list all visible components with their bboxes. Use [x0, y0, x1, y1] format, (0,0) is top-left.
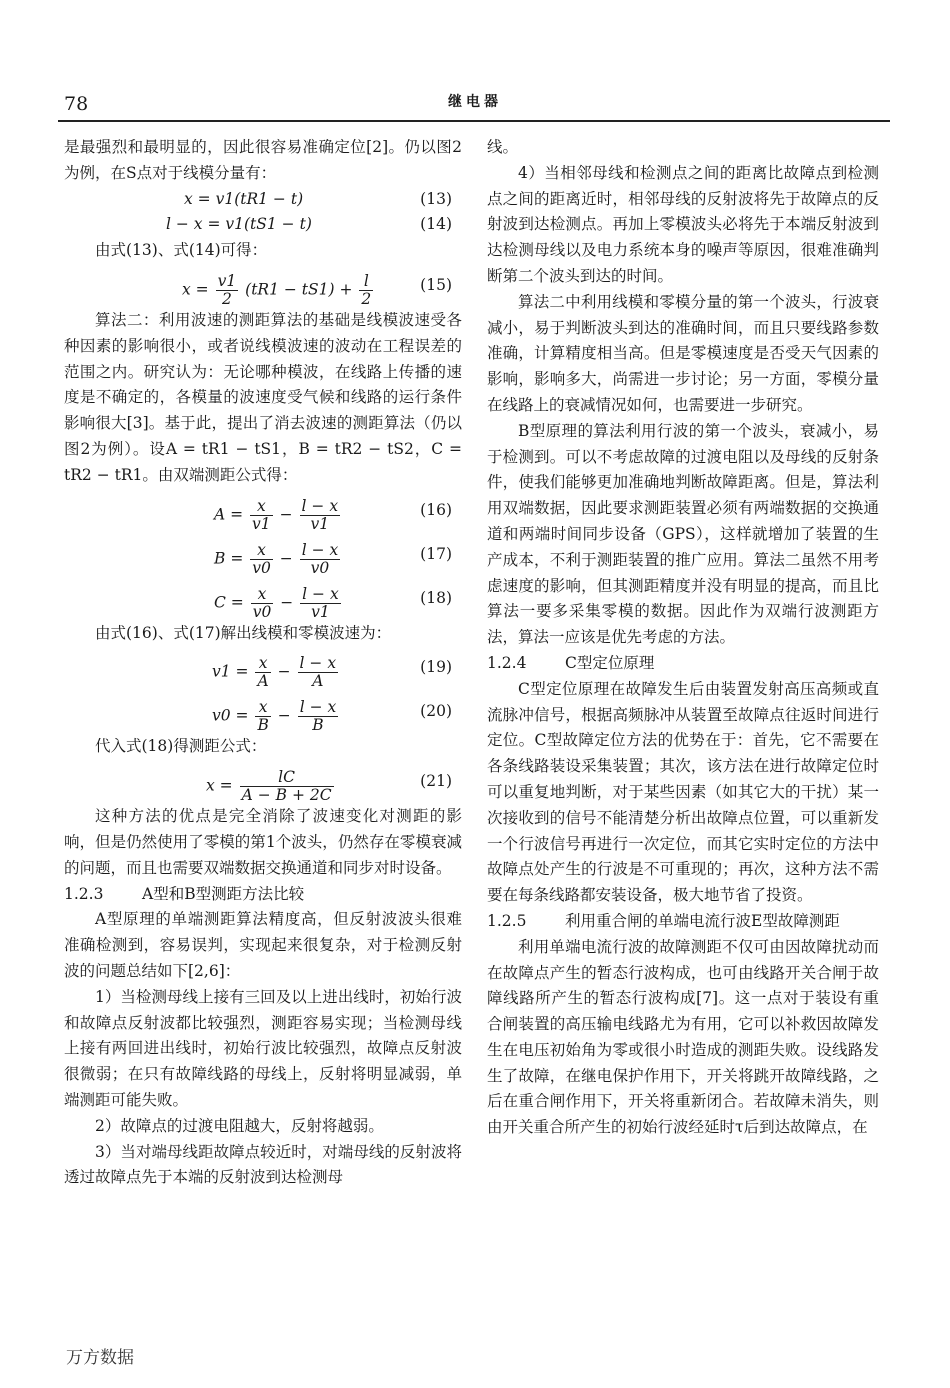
- page-number: 78: [64, 93, 89, 115]
- equation-15: [64, 264, 462, 308]
- fraction-bottom: v0: [252, 558, 271, 577]
- watermark-text: 万方数据: [66, 1348, 134, 1368]
- section-heading: [64, 882, 462, 908]
- equation-13: [64, 187, 462, 213]
- paragraph: 算法二中利用线模和零模分量的第一个波头，行波衰减小，易于判断波头到达的准确时间，而且只要线路参数准确，计算精度相当高。但是零模速度是否受天气因素的影响，影响多大，尚需进一步讨论；另一方面，零模分量在线路上的衰减情况如何，也需要进一步研究。: [487, 292, 879, 414]
- equation-lhs: B =: [214, 549, 249, 568]
- fraction-top: l − x: [301, 540, 339, 559]
- equation-number: (17): [420, 544, 452, 563]
- equation-number: (19): [420, 658, 452, 677]
- paragraph: 算法二：利用波速的测距算法的基础是线模波速受各种因素的影响很小，或者说线模波速的波动在工程误差的范围之内。研究认为：无论哪种模波，在线路上传播的速度是不确定的，各模量的波速度受气候和线路的运行条件影响很大[3]。基于此，提出了消去波速的测距算法（仍以图2为例）。设A = tR1 − tS1，B = tR2 − tS2，C = tR2 − tR1。由双端测距公式得：: [64, 310, 462, 484]
- fraction-bottom: A: [312, 672, 324, 691]
- equation-lhs: C =: [214, 593, 249, 612]
- fraction-top: x: [250, 542, 273, 560]
- fraction-bottom: v1: [252, 514, 271, 533]
- paragraph: 这种方法的优点是完全消除了波速变化对测距的影响，但是仍然使用了零模的第1个波头，仍然存在零模衰减的问题，而且也需要双端数据交换通道和同步对时设备。: [64, 807, 462, 877]
- section-title: C型定位原理: [565, 653, 655, 672]
- fraction-top: x: [255, 699, 270, 717]
- paragraph: 代入式(18)得测距公式：: [95, 737, 267, 756]
- fraction-top: x: [255, 655, 270, 673]
- equation-18: C = $\frac{x}{v0}$ − $\frac{l - x}{v1}$ (18): [214, 584, 452, 621]
- fraction-bottom: B: [312, 716, 324, 735]
- equation-lhs: v1 =: [212, 662, 254, 681]
- fraction-top: v1: [217, 271, 237, 290]
- paragraph: 3）当对端母线距故障点较近时，对端母线的反射波将透过故障点先于本端的反射波到达检测母: [64, 1142, 462, 1187]
- equation-21: [64, 760, 462, 804]
- fraction-bottom: v0: [252, 602, 272, 621]
- fraction-bottom: 2: [361, 289, 372, 308]
- equation-formula: x = v1(tR1 − t): [184, 189, 304, 208]
- fraction-bottom: v1: [310, 514, 330, 533]
- paragraph: 利用单端电流行波的故障测距不仅可由因故障扰动而在故障点产生的暂态行波构成，也可由线路开关合闸于故障线路所产生的暂态行波构成[7]。这一点对于装设有重合闸装置的高压输电线路尤为有用，它可以补救因故障发生在电压初始角为零或很小时造成的测距失败。设线路发生了故障，在继电保护作用下，开关将跳开故障线路，之后在重合闸作用下，开关将重新闭合。若故障未消失，则由开关重合所产生的初始行波经延时τ后到达故障点，在: [487, 937, 879, 1137]
- section-number: 1.2.4: [487, 653, 527, 672]
- header-rule: [58, 120, 890, 122]
- paragraph: 4）当相邻母线和检测点之间的距离比故障点到检测点之间的距离近时，相邻母线的反射波将先于故障点的反射波到达检测点。再加上零模波头必将先于本端反射波到达检测母线以及电力系统本身的噪声等原因，很难准确判断第二个波头到达的时间。: [487, 163, 879, 285]
- equation-17: B = $\frac{x}{v0}$ − $\frac{l - x}{v0}$ (17): [214, 540, 452, 577]
- equation-number: (20): [420, 702, 452, 721]
- paragraph: 2）故障点的过渡电阻越大，反射将越弱。: [95, 1116, 384, 1135]
- section-title: 利用重合闸的单端电流行波E型故障测距: [565, 911, 840, 930]
- equation-14: [64, 212, 462, 238]
- right-column: [487, 135, 879, 1141]
- paragraph: 线。: [487, 138, 519, 156]
- paragraph: C型定位原理在故障发生后由装置发射高压高频或直流脉冲信号，根据高频脉冲从装置至故障点往返时间进行定位。C型故障定位方法的优势在于：首先，它不需要在各条线路装设采集装置；其次，该方法在进行故障定位时可以重复地判断，对于某些因素（如其它大的干扰）某一次接收到的信号不能清楚分析出故障点位置，可以重新发一个行波信号再进行一次定位，而其它实时定位的方法中故障点处产生的行波是不可重现的；再次，这种方法不需要在每条线路都安装设备，极大地节省了投资。: [487, 679, 879, 905]
- equation-19: v1 = $\frac{x}{A}$ − $\frac{l - x}{A}$ (19): [212, 654, 452, 691]
- equation-number: (14): [420, 215, 452, 234]
- equation-number: (18): [420, 588, 452, 607]
- fraction-bottom: B: [257, 716, 269, 735]
- fraction-top: l: [359, 273, 373, 291]
- fraction-bottom: v0: [310, 558, 330, 577]
- fraction-top: l − x: [301, 496, 339, 515]
- fraction-top: l − x: [299, 654, 337, 673]
- paragraph: 是最强烈和最明显的，因此很容易准确定位[2]。仍以图2为例，在S点对于线模分量有：: [64, 138, 462, 182]
- paragraph: B型原理的算法利用行波的第一个波头，衰减小，易于检测到。可以不考虑故障的过渡电阻以及母线的反射条件，使我们能够更加准确地判断故障距离。但是，算法利用双端数据，因此要求测距装置必须有两端数据的交换通道和两端时间同步设备（GPS），这样就增加了装置的生产成本，不利于测距装置的推广应用。算法二虽然不用考虑速度的影响，但其测距精度并没有明显的提高，而且比算法一要多采集零模的数据。因此作为双端行波测距方法，算法一应该是优先考虑的方法。: [487, 421, 879, 647]
- paragraph: 1）当检测母线上接有三回及以上进出线时，初始行波和故障点反射波都比较强烈，测距容易实现；当检测母线上接有两回进出线时，初始行波比较强烈，故障点反射波很微弱；在只有故障线路的母线上，反射将明显减弱，单端测距可能失败。: [64, 987, 462, 1109]
- equation-16: A = $\frac{x}{v1}$ − $\frac{l - x}{v1}$ (16): [214, 496, 452, 533]
- left-column: [64, 135, 462, 1191]
- equation-formula: l − x = v1(tS1 − t): [166, 215, 312, 234]
- equation-number: (21): [420, 772, 452, 791]
- fraction-top: x: [250, 498, 273, 516]
- section-heading: [487, 909, 879, 935]
- section-number: 1.2.5: [487, 911, 527, 930]
- section-number: 1.2.3: [64, 884, 104, 903]
- fraction-bottom: 2: [221, 289, 232, 308]
- section-title: A型和B型测距方法比较: [142, 884, 305, 903]
- equation-lhs: x =: [206, 776, 238, 795]
- fraction-top: x: [251, 586, 274, 604]
- equation-middle: (tR1 − tS1) +: [245, 280, 358, 299]
- fraction-top: l − x: [302, 584, 339, 603]
- section-heading: [487, 651, 879, 677]
- equation-lhs: x =: [182, 280, 214, 299]
- fraction-bottom: v1: [311, 602, 330, 621]
- equation-number: (15): [420, 275, 452, 294]
- equation-number: (13): [420, 189, 452, 208]
- equation-number: (16): [420, 500, 452, 519]
- fraction-top: l − x: [299, 698, 337, 717]
- paragraph: 由式(13)、式(14)可得：: [95, 241, 268, 260]
- fraction-bottom: A − B + 2C: [241, 786, 332, 805]
- equation-lhs: v0 =: [212, 706, 254, 725]
- fraction-top: lC: [240, 769, 334, 787]
- paragraph: A型原理的单端测距算法精度高，但反射波波头很难准确检测到，容易误判，实现起来很复杂，对于检测反射波的问题总结如下[2,6]：: [64, 910, 462, 980]
- journal-name: 继电器: [448, 94, 502, 110]
- paragraph: 由式(16)、式(17)解出线模和零模波速为：: [95, 623, 392, 642]
- equation-20: v0 = $\frac{x}{B}$ − $\frac{l - x}{B}$ (20): [212, 698, 452, 735]
- equation-lhs: A =: [214, 505, 249, 524]
- fraction-bottom: A: [257, 672, 269, 691]
